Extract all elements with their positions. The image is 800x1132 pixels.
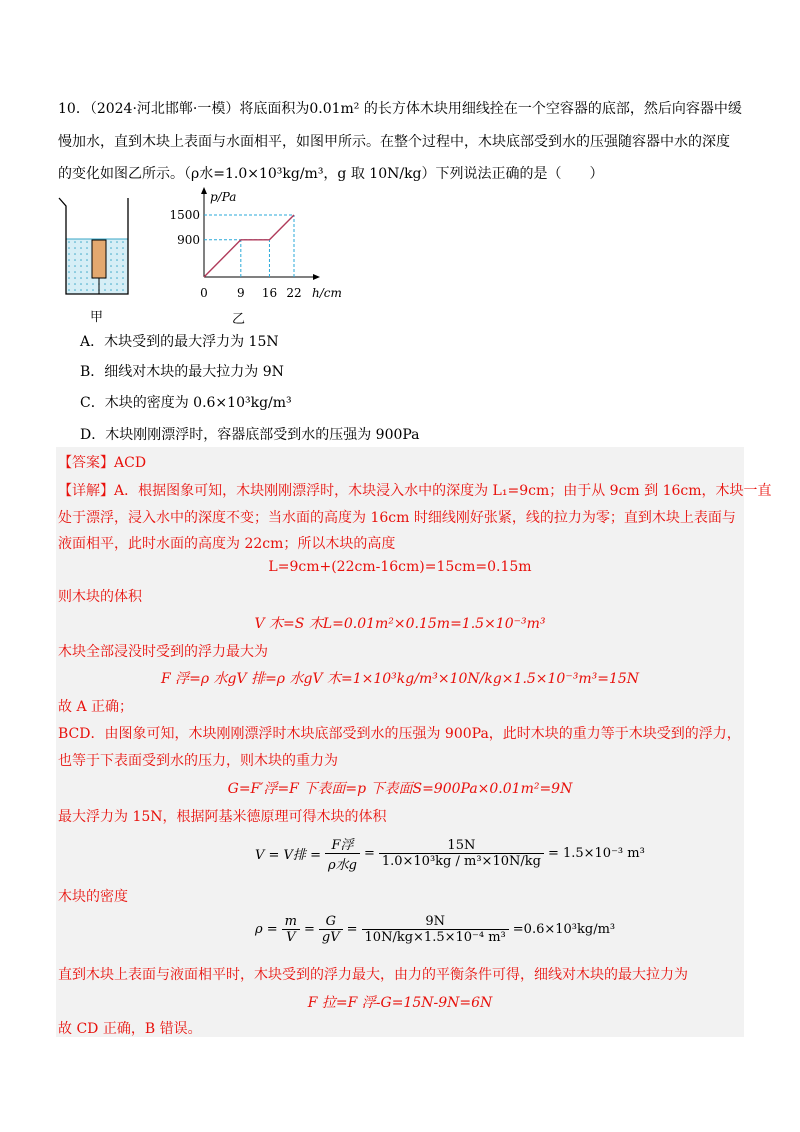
option-b: B．细线对木块的最大拉力为 9N — [80, 364, 284, 380]
question-line-3: 的变化如图乙所示。（ρ水=1.0×10³kg/m³，g 取 10N/kg）下列说法正确的是（ ） — [58, 166, 604, 182]
eq5-equals: = — [363, 846, 375, 861]
equation-buoyancy: F 浮=ρ 水gV 排=ρ 水gV 木=1×10³kg/m³×10N/kg×1.5×10⁻³m³=15N — [160, 671, 640, 687]
eq5-rhs: = 1.5×10⁻³ m³ — [547, 846, 645, 861]
series-segment — [204, 240, 241, 277]
equation-volume: V 木=S 木L=0.01m²×0.15m=1.5×10⁻³m³ — [254, 616, 546, 632]
eq6-den-3: 10N/kg×1.5×10⁻⁴ m³ — [364, 930, 506, 945]
equation-volume-archimedes — [255, 834, 645, 873]
eq6-num-1: m — [282, 914, 300, 930]
eq6-rhs: =0.6×10³kg/m³ — [512, 922, 616, 937]
option-a: A．木块受到的最大浮力为 15N — [80, 334, 279, 350]
figure-yi-label: 乙 — [232, 312, 246, 327]
option-d: D．木块刚刚漂浮时，容器底部受到水的压强为 900Pa — [80, 427, 420, 443]
y-axis-label: p/Pa — [210, 190, 237, 204]
bcd-line-1: BCD．由图象可知，木块刚刚漂浮时木块底部受到水的压强为 900Pa，此时木块的重力等于木块受到的浮力， — [58, 726, 741, 742]
series-segment — [269, 215, 294, 240]
eq5-frac-2 — [379, 838, 544, 869]
eq5-lhs: V = V排 = — [255, 848, 321, 863]
x-tick-label: 9 — [236, 286, 245, 300]
text-max-buoyancy: 木块全部浸没时受到的浮力最大为 — [58, 644, 268, 660]
eq6-den-2: gV — [321, 930, 340, 945]
text-density: 木块的密度 — [58, 889, 128, 905]
bcd-line-2: 也等于下表面受到水的压力，则木块的重力为 — [58, 753, 338, 769]
detail-line-3: 液面相平，此时水面的高度为 22cm；所以木块的高度 — [58, 536, 396, 552]
figure-jia-label: 甲 — [90, 310, 104, 325]
y-axis-arrow — [201, 187, 207, 194]
wood-block — [92, 240, 106, 278]
text-conclusion: 故 CD 正确，B 错误。 — [58, 1021, 202, 1037]
x-tick-label: 16 — [261, 286, 278, 300]
equation-density: ρ = $\frac{m}{V}$ = $\frac{G}{gV}$ = $\frac{9N}{\text{10N/kg×1.5×10⁻⁴ m³}}$ =0.6×10³kg/m³ — [255, 914, 616, 945]
eq6-frac-2 — [319, 914, 343, 945]
eq5-frac-1 — [325, 834, 360, 873]
x-tick-label: 22 — [286, 286, 302, 300]
eq6-frac-1 — [282, 914, 300, 945]
y-tick-label: 1500 — [169, 208, 200, 222]
eq6-den-1: V — [286, 930, 296, 945]
x-tick-label: 0 — [200, 286, 208, 300]
figure-yi-chart — [160, 185, 370, 305]
detail-line-1: 【详解】A．根据图象可知，木块刚刚漂浮时，木块浸入水中的深度为 L₁=9cm；由于从 9cm 到 16cm，木块一直 — [58, 483, 772, 499]
equation-tension: F 拉=F 浮-G=15N-9N=6N — [307, 995, 493, 1011]
text-archimedes: 最大浮力为 15N，根据阿基米德原理可得木块的体积 — [58, 809, 387, 825]
figure-jia-container — [55, 192, 140, 302]
answer-label: 【答案】ACD — [58, 455, 147, 471]
eq5-den-2: 1.0×10³kg / m³×10N/kg — [381, 854, 541, 869]
eq6-frac-3 — [362, 914, 509, 945]
eq5-num-2: 15N — [379, 838, 544, 854]
x-axis-label: h/cm — [312, 286, 342, 300]
eq6-lhs: ρ = — [255, 922, 278, 937]
text-max-tension: 直到木块上表面与液面相平时，木块受到的浮力最大，由力的平衡条件可得，细线对木块的最大拉力为 — [58, 967, 688, 983]
question-line-2: 慢加水，直到木块上表面与水面相平，如图甲所示。在整个过程中，木块底部受到水的压强随容器中水的深度 — [58, 134, 730, 150]
question-line-1: 10．（2024·河北邯郸·一模）将底面积为0.01m² 的长方体木块用细线拴在一个空容器的底部，然后向容器中缓 — [58, 101, 742, 117]
option-c: C．木块的密度为 0.6×10³kg/m³ — [80, 395, 292, 411]
x-axis-arrow — [313, 274, 320, 280]
text-a-correct: 故 A 正确； — [58, 699, 134, 715]
eq6-num-2: G — [319, 914, 343, 930]
equation-height: L=9cm+(22cm-16cm)=15cm=0.15m — [268, 559, 532, 575]
equation-gravity: G=F′浮=F 下表面=p 下表面S=900Pa×0.01m²=9N — [227, 781, 573, 797]
detail-line-2: 处于漂浮，浸入水中的深度不变；当水面的高度为 16cm 时细线刚好张紧，线的拉力为零；直到木块上表面与 — [58, 510, 736, 526]
eq6-num-3: 9N — [362, 914, 509, 930]
eq5-den-1: ρ水g — [327, 858, 357, 873]
y-tick-label: 900 — [177, 232, 200, 247]
eq5-num-1: F浮 — [325, 834, 360, 854]
text-volume: 则木块的体积 — [58, 589, 142, 605]
